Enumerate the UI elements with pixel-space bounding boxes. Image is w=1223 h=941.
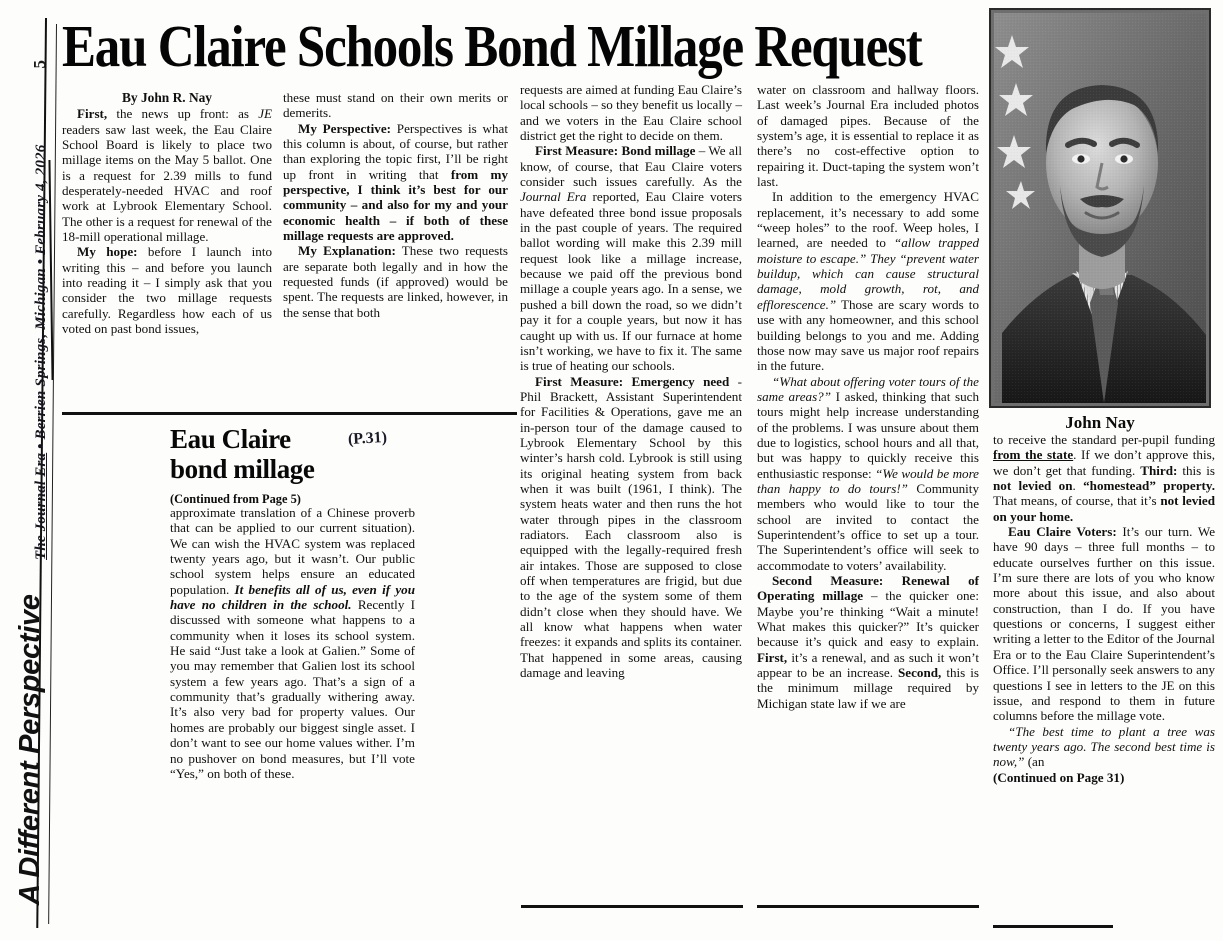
article-column-2-top xyxy=(283,90,508,320)
paragraph: “What about offering voter tours of the same areas?” I asked, thinking that such tours might help increase understanding of the problems. I was unsure about them due to logistics, school hours and all that, but was happy to quickly receive this enthusiastic response: “We would be more than happy to do tours!” Community members who would like to tour the school are invited to contact the Superintendent’s office to set up a tour. The Superintendent’s office will seek to accommodate to voters’ availability. xyxy=(757,373,980,573)
photo-frame xyxy=(989,8,1211,408)
photo-caption: John Nay xyxy=(1065,413,1135,432)
article-column-5 xyxy=(993,432,1215,785)
paragraph: water on classroom and hallway floors. Last week’s Journal Era included photos of damaged pipes. Because of the system’s age, it is essential to replace it as there’s no cost-effective option to repairing it. Duct-taping the system won’t last. xyxy=(757,82,979,190)
handwritten-page-annotation: (P.31) xyxy=(347,428,388,449)
paragraph: Eau Claire Voters: It’s our turn. We have 90 days – three full months – to educate ourselves further on this issue. I’m sure there are lots of you who know more about this issue, and also about construction, than I do. If you have questions or concerns, I suggest either writing a letter to the Editor of the Journal Era or to the Eau Claire Superintendent’s Office. I’ll personally seek answers to any questions I see in letters to the JE on this issue, and respond to them in future columns before the millage vote. xyxy=(993,524,1216,724)
column-series-label: A Different Perspective xyxy=(14,594,46,905)
author-photo xyxy=(989,8,1211,408)
photo-image xyxy=(994,13,1206,403)
article-headline: Eau Claire Schools Bond Millage Request xyxy=(62,12,922,79)
portrait-illustration xyxy=(994,13,1206,403)
paragraph: “The best time to plant a tree was twenty years ago. The second best time is now,” (an xyxy=(993,723,1215,770)
column-3-bottom-rule xyxy=(521,905,743,908)
paragraph: these must stand on their own merits or demerits. xyxy=(283,90,508,121)
paragraph: to receive the standard per-pupil funding from the state. If we don’t approve this, we don’t get that funding. Third: this is not levied on. “homestead” property. That means, of course, that it’s not levied on your home. xyxy=(993,432,1215,524)
paragraph: In addition to the emergency HVAC replacement, it’s necessary to add some “weep holes” to the roof. Weep holes, I learned, are needed to “allow trapped moisture to escape.” They “prevent water buildup, which can cause structural damage, mold growth, rot, and efflorescence.” Those are scary words to use with any homeowner, and this school building belongs to you and me. Adding those now may save us major roof repairs in the future. xyxy=(757,189,979,374)
article-column-1-top xyxy=(62,90,272,337)
paragraph: My Perspective: Perspectives is what this column is about, of course, but rather than exploring the topic first, I’ll be right up front in writing that from my perspective, I think it’s best for our community – and also for my and your economic health – if both of these millage requests are approved. xyxy=(283,120,508,244)
paragraph: requests are aimed at funding Eau Claire’s local schools – so they benefit us locally – and we voters in the Eau Claire school district get the right to decide on them. xyxy=(520,82,742,144)
folio-page-number: 5 xyxy=(30,60,49,69)
article-column-1-bottom xyxy=(170,505,415,781)
continued-from-label: (Continued from Page 5) xyxy=(170,492,301,506)
column-5-bottom-rule xyxy=(993,925,1113,928)
jump-headline-line2: bond millage xyxy=(170,454,315,484)
article-column-3 xyxy=(520,82,742,680)
paragraph: My Explanation: These two requests are separate both legally and in how the requested funds (if approved) would be spent. The requests are linked, however, in the sense that both xyxy=(283,243,508,320)
continued-on-label: (Continued on Page 31) xyxy=(993,769,1125,785)
jump-headline-line1: Eau Claire xyxy=(170,424,291,454)
publication-name: The Journal Era xyxy=(33,452,49,560)
publication-place-date: • Berrien Springs, Michigan • February 4, 2026 xyxy=(33,144,49,453)
rail-publication-line xyxy=(33,145,50,561)
paragraph: First, the news up front: as JE readers saw last week, the Eau Claire School Board is likely to place two millage items on the May 5 ballot. One is a request for 2.39 mills to fund desperately-needed HVAC and roof work at Lybrook Elementary School. The other is a request for renewal of the 18-mill operational millage. xyxy=(62,106,272,245)
paragraph: Second Measure: Renewal of Operating millage – the quicker one: Maybe you’re thinking “Wait a minute! What makes this quicker?” It’s quicker because it’s quick and easy to explain. First, it’s a renewal, and as such it won’t appear to be an increase. Second, this is the minimum millage required by Michigan state law if we are xyxy=(757,573,979,711)
paragraph: approximate translation of a Chinese proverb that can be applied to our current situation). We can wish the HVAC system was replaced twenty years ago, but it wasn’t. Our public school system helps ensure an educated population. It benefits all of us, even if you have no children in the school. Recently I discussed with someone what happens to a community when it loses its school system. He said “Just take a look at Galien.” Some of you may remember that Galien lost its school system a few years ago. That’s a sign of a community that’s gradually withering away. It’s also very bad for property values. Our homes are probably our biggest single asset. I don’t want to see our home values wither. I’m no pushover on bond measures, but I’ll vote “Yes,” on both of these. xyxy=(170,505,415,781)
article-column-4 xyxy=(757,82,979,711)
byline: By John R. Nay xyxy=(121,90,213,105)
section-divider-rule xyxy=(62,412,517,415)
column-4-bottom-rule xyxy=(757,905,979,908)
paragraph: My hope: before I launch into writing this – and before you launch into reading it – I simply ask that you consider the two millage requests carefully. Regardless how each of us voted on past bond issues, xyxy=(62,244,272,337)
paragraph: First Measure: Emergency need - Phil Brackett, Assistant Superintendent for Facilities & Operations, gave me an in-person tour of the damage caused to Lybrook Elementary School by this winter’s harsh cold. Lybrook is still using its original heating system from back when it was built (1961, I think). The system heats water and then runs the hot water through pipes in the classroom radiators. Each classroom also is equipped with the legally-required fresh air intakes. Those are supposed to close off when temperatures are frigid, but due to the age of the system some of them didn’t close when they should have. We all know what happens when water freezes: it expands and splits its container. That happened in some areas, causing damage and leaving xyxy=(520,373,742,681)
paragraph: First Measure: Bond millage – We all know, of course, that Eau Claire voters consider such issues carefully. As the Journal Era reported, Eau Claire voters have defeated three bond issue proposals in the past couple of years. The required ballot wording will make this 2.39 mill request look like a millage increase, because we paid off the previous bond millage a couple years ago. In a sense, we pushed a bill down the road, so we didn’t pay it for a couple years, but now it has caught up with us. If our furnace at home isn’t working, we have to fix it. The same is true of heating our schools. xyxy=(520,143,743,374)
